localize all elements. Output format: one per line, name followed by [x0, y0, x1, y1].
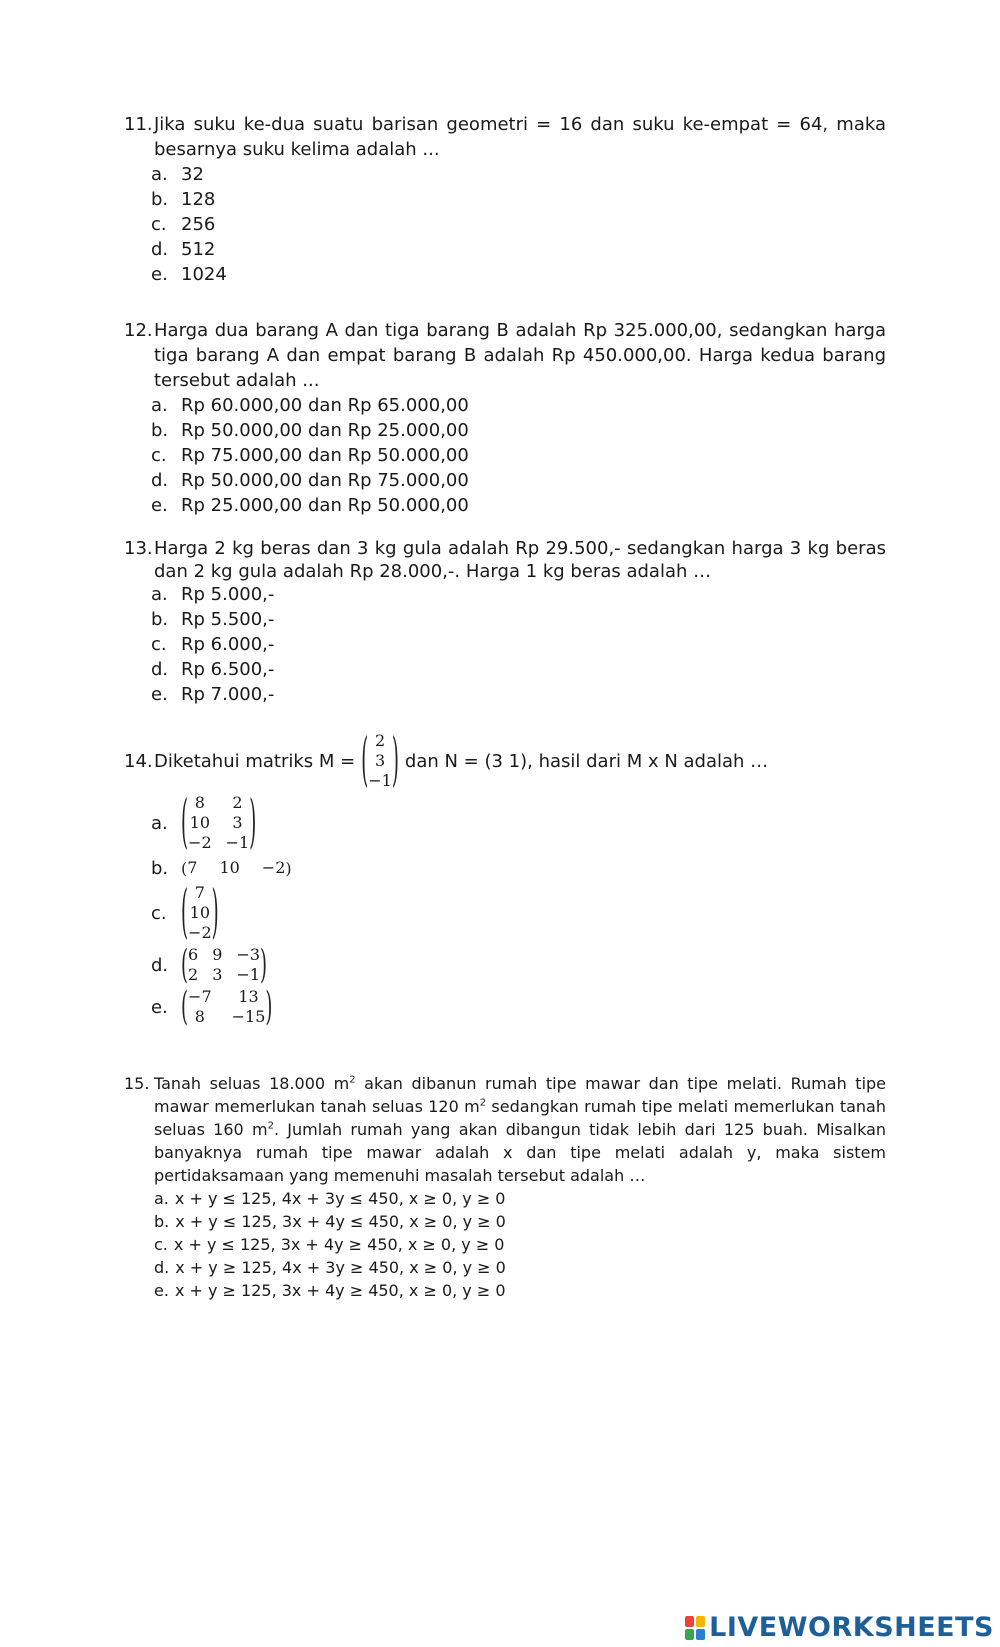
option-c[interactable]	[151, 633, 886, 658]
option-letter: c.	[154, 1235, 168, 1254]
stem-part: Tanah seluas 18.000 m	[154, 1074, 350, 1093]
option-e[interactable]	[151, 262, 886, 287]
question-number: 13.	[124, 538, 153, 559]
option-a[interactable]	[151, 583, 886, 608]
option-letter: b.	[151, 857, 169, 879]
stem-after: dan N = (3 1), hasil dari M x N adalah …	[404, 750, 769, 772]
option-text: x + y ≥ 125, 4x + 3y ≥ 450, x ≥ 0, y ≥ 0	[175, 1258, 506, 1277]
logo-square	[696, 1629, 705, 1640]
option-letter: a.	[151, 395, 168, 416]
option-e[interactable]	[154, 1279, 886, 1302]
matrix-cell: 3	[212, 965, 223, 984]
paren-right: )	[260, 941, 268, 989]
matrix-cell: 2	[188, 965, 199, 984]
option-a[interactable]	[151, 162, 886, 187]
matrix-cell: −2	[188, 833, 212, 852]
option-b[interactable]	[154, 1210, 886, 1233]
options-list	[151, 583, 886, 708]
matrix-cell: 6	[188, 945, 199, 964]
option-letter: e.	[151, 495, 168, 516]
option-letter: e.	[154, 1281, 169, 1300]
matrix-cell: 10	[219, 858, 240, 877]
paren-left: (	[181, 941, 189, 989]
option-d[interactable]	[154, 1256, 886, 1279]
paren-left: (	[181, 858, 188, 878]
matrix-body	[188, 987, 265, 1027]
matrix-m	[361, 727, 399, 795]
option-text: Rp 50.000,00 dan Rp 75.000,00	[181, 470, 469, 491]
liveworksheets-logo[interactable]	[685, 1612, 994, 1643]
logo-square	[696, 1616, 705, 1627]
option-text: 1024	[181, 264, 227, 285]
option-b[interactable]	[151, 608, 886, 633]
matrix-cell: −7	[188, 987, 212, 1006]
question-13	[124, 537, 886, 708]
matrix-cell: −15	[231, 1007, 266, 1026]
option-letter: d.	[151, 659, 169, 680]
matrix-cell: 13	[238, 987, 259, 1006]
option-d[interactable]	[151, 658, 886, 683]
option-matrix	[181, 941, 268, 989]
question-number: 11.	[124, 114, 153, 135]
matrix-cell: 9	[212, 945, 223, 964]
logo-square	[685, 1616, 694, 1627]
option-e[interactable]	[151, 683, 886, 708]
option-letter: a.	[154, 1189, 169, 1208]
question-12	[124, 318, 886, 518]
option-text: 32	[181, 164, 204, 185]
option-a[interactable]	[151, 789, 886, 857]
superscript: 2	[267, 1120, 274, 1132]
option-letter: c.	[151, 902, 167, 924]
matrix-cell: 10	[189, 903, 210, 922]
matrix-body	[187, 858, 285, 878]
paren-left: (	[181, 789, 189, 857]
logo-text: LIVEWORKSHEETS	[709, 1612, 994, 1643]
matrix-cell: 10	[189, 813, 210, 832]
stem-before: Diketahui matriks M =	[154, 750, 356, 772]
option-letter: c.	[151, 214, 167, 235]
option-letter: e.	[151, 996, 168, 1018]
matrix-body	[368, 731, 392, 791]
option-matrix	[181, 879, 219, 947]
stem-part: akan dibanun rumah tipe mawar dan tipe melati. Rumah tipe mawar memerlukan tanah seluas 120 m	[154, 1074, 887, 1116]
logo-grid-icon	[685, 1616, 705, 1640]
option-matrix	[181, 983, 273, 1031]
option-text: 512	[181, 239, 216, 260]
options-list	[151, 789, 886, 1031]
option-letter: d.	[151, 954, 169, 976]
option-letter: b.	[151, 189, 169, 210]
option-letter: d.	[151, 239, 169, 260]
matrix-cell: 3	[374, 751, 386, 770]
logo-square	[685, 1629, 694, 1640]
option-text: Rp 6.500,-	[181, 659, 275, 680]
matrix-cell: 2	[232, 793, 243, 812]
option-letter: d.	[154, 1258, 170, 1277]
option-letter: b.	[151, 609, 169, 630]
option-c[interactable]	[151, 212, 886, 237]
superscript: 2	[479, 1097, 487, 1109]
paren-right: )	[285, 858, 292, 878]
option-text: Rp 50.000,00 dan Rp 25.000,00	[181, 420, 469, 441]
option-b[interactable]	[151, 418, 886, 443]
option-letter: a.	[151, 812, 168, 834]
option-c[interactable]	[151, 879, 886, 947]
option-text: Rp 5.000,-	[181, 584, 275, 605]
option-letter: c.	[151, 634, 167, 655]
option-d[interactable]	[151, 468, 886, 493]
stem-part: . Jumlah rumah yang akan dibangun tidak lebih dari 125 buah. Misalkan banyaknya rumah tipe mawar adalah x dan tipe melati adalah y, maka sistem pertidaksamaan yang memenuhi masalah tersebut adalah …	[154, 1120, 887, 1185]
question-number: 15.	[124, 1074, 150, 1093]
options-list	[151, 162, 886, 287]
matrix-cell: −3	[236, 945, 260, 964]
matrix-body	[188, 945, 260, 985]
question-number: 14.	[124, 750, 153, 772]
option-letter: d.	[151, 470, 169, 491]
option-d[interactable]	[151, 941, 886, 989]
option-text: x + y ≥ 125, 3x + 4y ≥ 450, x ≥ 0, y ≥ 0	[174, 1281, 506, 1300]
paren-right: )	[265, 983, 273, 1031]
option-c[interactable]	[151, 443, 886, 468]
option-text: Rp 5.500,-	[181, 609, 275, 630]
option-e[interactable]	[151, 493, 886, 518]
option-b[interactable]	[151, 854, 886, 882]
matrix-body	[188, 883, 212, 943]
matrix-cell: 3	[232, 813, 243, 832]
paren-left: (	[361, 727, 369, 795]
question-stem: Jika suku ke-dua suatu barisan geometri = 16 dan suku ke-empat = 64, maka besarnya suku kelima adalah ...	[154, 114, 886, 160]
matrix-cell: −1	[225, 833, 250, 852]
paren-left: (	[181, 879, 189, 947]
stem-part: sedangkan rumah tipe melati memerlukan tanah seluas 160 m	[154, 1097, 886, 1139]
question-stem	[124, 727, 886, 795]
option-text: 128	[181, 189, 216, 210]
option-text: Rp 25.000,00 dan Rp 50.000,00	[181, 495, 469, 516]
matrix-cell: 8	[194, 1007, 205, 1026]
matrix-cell: 7	[187, 858, 198, 877]
option-letter: c.	[151, 445, 167, 466]
option-letter: e.	[151, 684, 168, 705]
option-text: Rp 6.000,-	[181, 634, 275, 655]
option-text: x + y ≤ 125, 4x + 3y ≤ 450, x ≥ 0, y ≥ 0	[174, 1189, 506, 1208]
matrix-cell: −2	[261, 858, 286, 877]
matrix-cell: 8	[194, 793, 205, 812]
option-text: Rp 75.000,00 dan Rp 50.000,00	[181, 445, 469, 466]
option-matrix	[181, 856, 292, 881]
option-text: x + y ≤ 125, 3x + 4y ≤ 450, x ≥ 0, y ≥ 0	[175, 1212, 506, 1231]
matrix-cell: 7	[194, 883, 205, 902]
question-15	[124, 1072, 886, 1302]
question-number: 12.	[124, 320, 153, 341]
matrix-cell: −1	[368, 771, 392, 790]
option-d[interactable]	[151, 237, 886, 262]
matrix-cell: −1	[236, 965, 260, 984]
option-text: Rp 60.000,00 dan Rp 65.000,00	[181, 395, 469, 416]
options-list	[154, 1187, 886, 1302]
option-text: Rp 7.000,-	[181, 684, 275, 705]
options-list	[151, 393, 886, 518]
question-stem: Harga 2 kg beras dan 3 kg gula adalah Rp 29.500,- sedangkan harga 3 kg beras dan 2 kg gula adalah Rp 28.000,-. Harga 1 kg beras adalah …	[154, 538, 886, 582]
paren-left: (	[181, 983, 189, 1031]
paren-right: )	[249, 789, 257, 857]
question-stem: Harga dua barang A dan tiga barang B adalah Rp 325.000,00, sedangkan harga tiga barang A dan empat barang B adalah Rp 450.000,00. Harga kedua barang tersebut adalah ...	[154, 320, 886, 391]
option-text: 256	[181, 214, 216, 235]
paren-right: )	[391, 727, 399, 795]
matrix-body	[188, 793, 249, 853]
option-c[interactable]	[154, 1233, 886, 1256]
question-11	[124, 112, 886, 287]
paren-right: )	[211, 879, 219, 947]
option-a[interactable]	[151, 393, 886, 418]
question-stem	[154, 1072, 886, 1187]
option-a[interactable]	[154, 1187, 886, 1210]
option-b[interactable]	[151, 187, 886, 212]
matrix-cell: 2	[374, 731, 386, 750]
option-letter: a.	[151, 584, 168, 605]
matrix-cell: −2	[188, 923, 212, 942]
option-letter: a.	[151, 164, 168, 185]
option-letter: e.	[151, 264, 168, 285]
option-text: x + y ≤ 125, 3x + 4y ≥ 450, x ≥ 0, y ≥ 0	[173, 1235, 505, 1254]
question-14	[124, 727, 886, 1031]
option-letter: b.	[154, 1212, 170, 1231]
superscript: 2	[349, 1074, 356, 1086]
option-letter: b.	[151, 420, 169, 441]
option-matrix	[181, 789, 257, 857]
